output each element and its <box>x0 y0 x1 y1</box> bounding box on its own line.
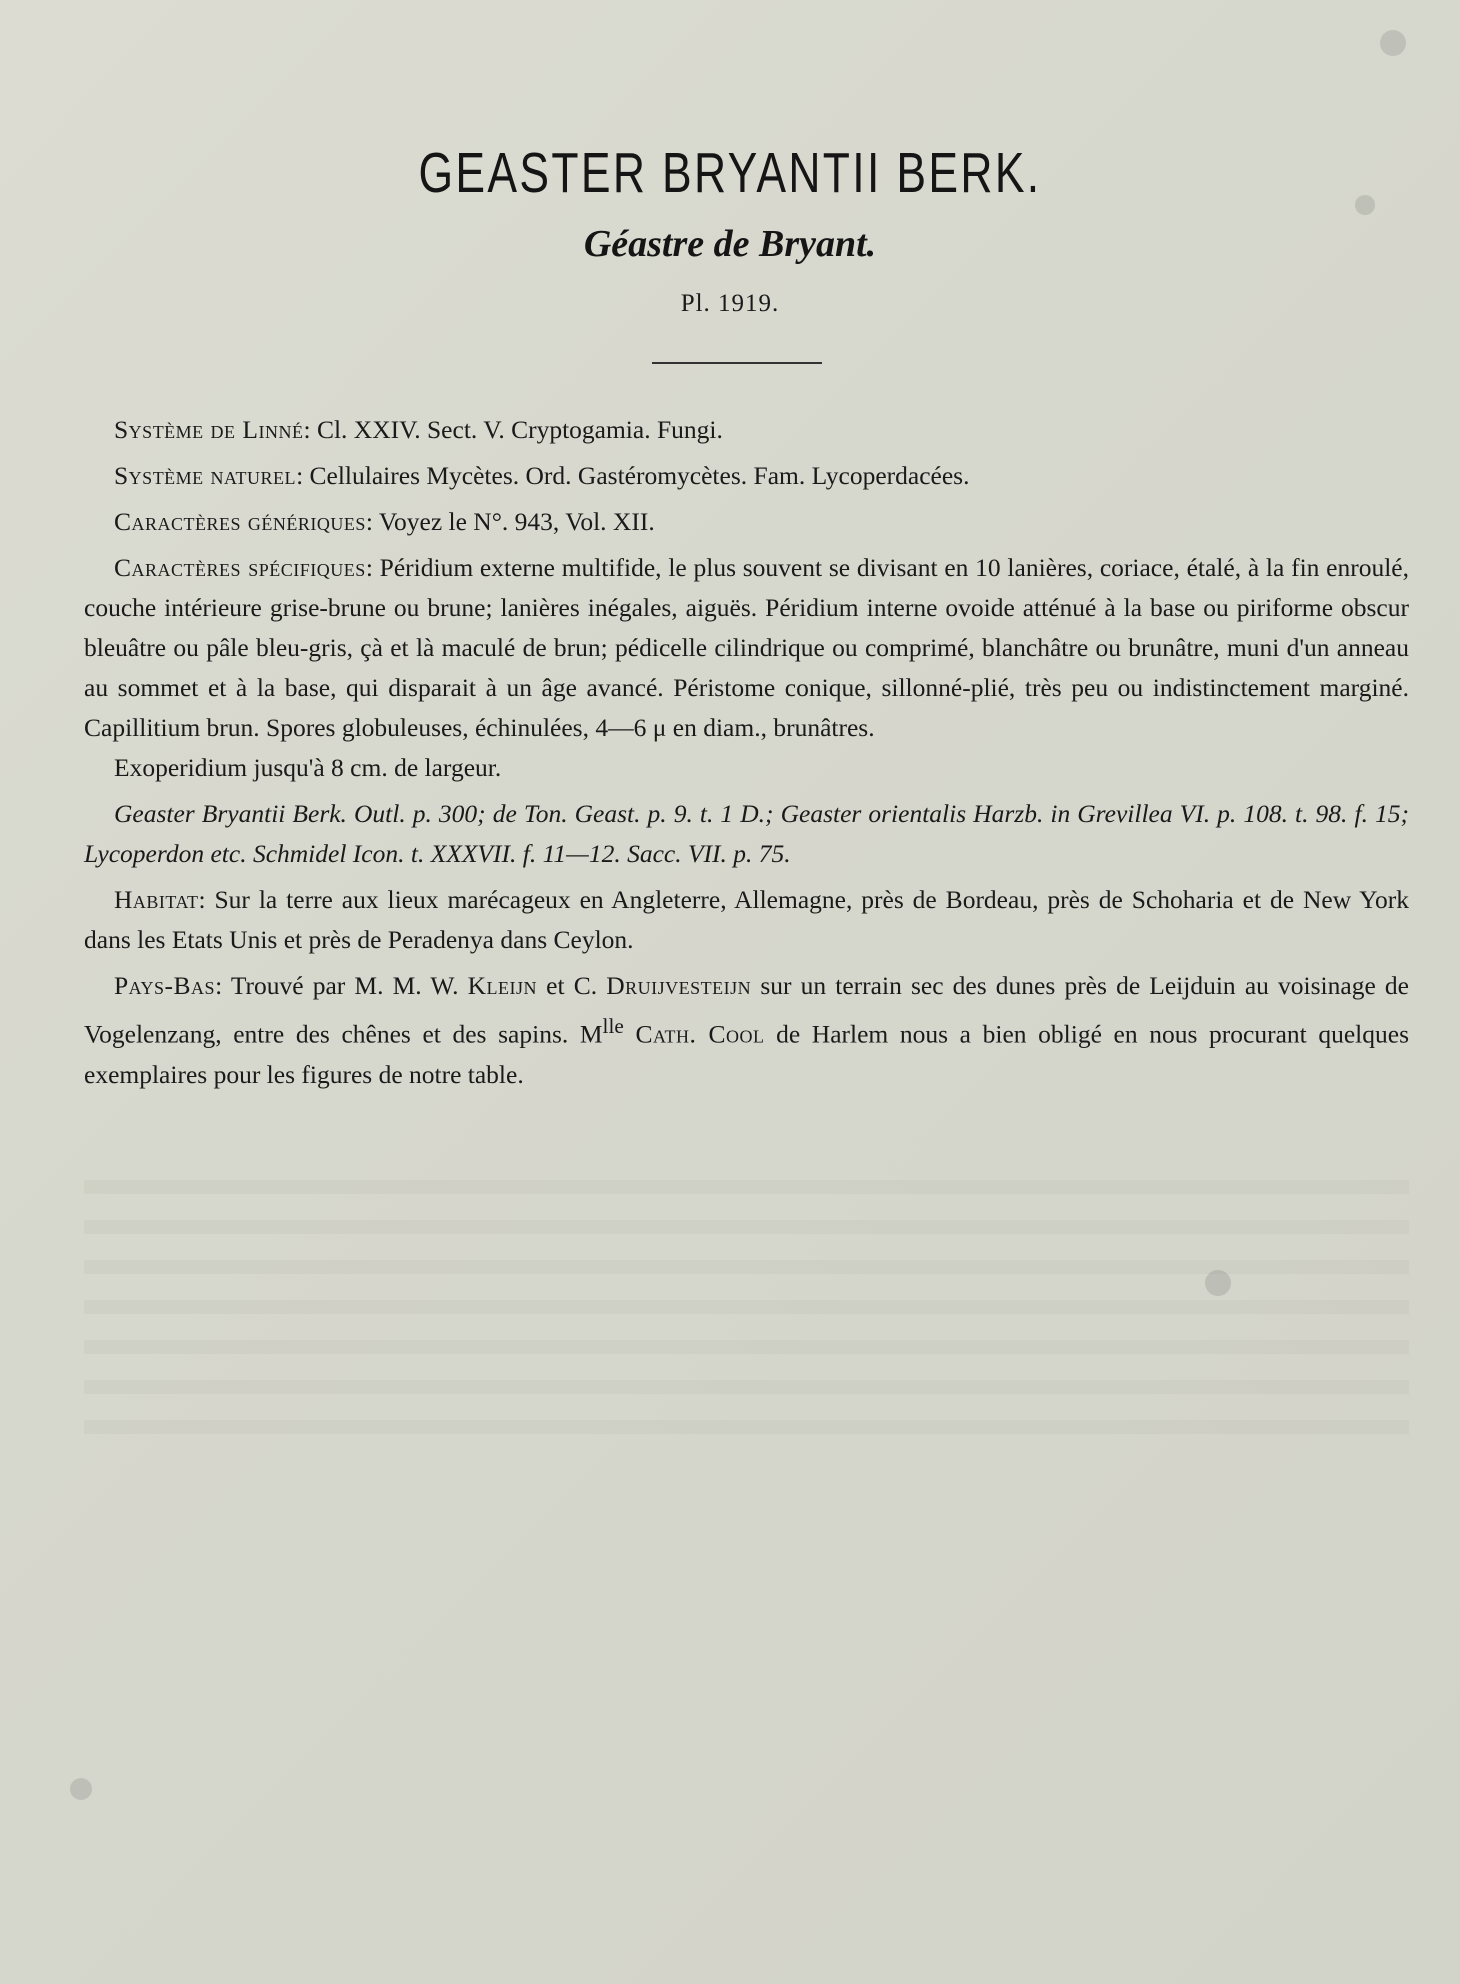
show-through-line <box>84 1340 1409 1354</box>
collector-name: Kleijn <box>467 971 538 1000</box>
plate-number: Pl. 1919. <box>680 290 780 317</box>
section-naturel <box>84 456 1409 496</box>
section-paysbas <box>84 966 1409 1095</box>
section-specifiques <box>84 548 1409 748</box>
synonymy-paragraph: Geaster Bryantii Berk. Outl. p. 300; de Ton. Geast. p. 9. t. 1 D.; Geaster orientalis Harzb. in Grevillea VI. p. 108. t. 98. f. 15; Lycoperdon etc. Schmidel Icon. t. XXXVII. f. 11—12. Sacc. VII. p. 75. <box>84 799 1409 868</box>
title-superscript: lle <box>602 1014 624 1038</box>
section-text: : Voyez le N°. 943, Vol. XII. <box>365 507 655 536</box>
section-label: Pays-Bas <box>114 971 216 1000</box>
section-label: Caractères spécifiques <box>114 553 366 582</box>
document-body <box>84 410 1409 1101</box>
show-through-line <box>84 1220 1409 1234</box>
smudge-mark <box>1380 30 1406 56</box>
section-label: Habitat <box>114 885 199 914</box>
section-text <box>624 1020 636 1049</box>
show-through-line <box>84 1180 1409 1194</box>
section-text: : Cellulaires Mycètes. Ord. Gastéromycètes. Fam. Lycoperdacées. <box>296 461 970 490</box>
section-label: Système de Linné <box>114 415 304 444</box>
show-through-line <box>84 1260 1409 1274</box>
section-linne <box>84 410 1409 450</box>
page-subtitle: Géastre de Bryant. <box>583 223 877 265</box>
page-title: GEASTER BRYANTII BERK. <box>418 141 1042 205</box>
section-text: : Cl. XXIV. Sect. V. Cryptogamia. Fungi. <box>303 415 723 444</box>
collector-name: Druijvesteijn <box>606 971 752 1000</box>
exoperidium-note: Exoperidium jusqu'à 8 cm. de largeur. <box>114 753 502 782</box>
section-text: sur un terrain sec des dunes près de Leijduin au voisinage de Vogelenzang, entre des chênes et des sapins. M <box>84 971 1409 1049</box>
section-generiques <box>84 502 1409 542</box>
show-through-line <box>84 1300 1409 1314</box>
smudge-mark <box>70 1778 92 1800</box>
smudge-mark <box>1355 195 1375 215</box>
section-habitat <box>84 880 1409 960</box>
show-through-line <box>84 1420 1409 1434</box>
section-label: Système naturel <box>114 461 297 490</box>
section-text: : Trouvé par M. M. W. <box>215 971 468 1000</box>
section-text: de Harlem nous a bien obligé en nous procurant quelques exemplaires pour les figures de notre table. <box>84 1019 1409 1089</box>
collector-name: Cath. Cool <box>635 1019 765 1049</box>
section-text: : Sur la terre aux lieux marécageux en Angleterre, Allemagne, près de Bordeau, près de Schoharia et de New York dans les Etats Unis et près de Peradenya dans Ceylon. <box>84 885 1409 954</box>
section-label: Caractères génériques <box>114 507 366 536</box>
title-rule <box>652 362 822 364</box>
section-text: : Péridium externe multifide, le plus souvent se divisant en 10 lanières, coriace, étalé, à la fin enroulé, couche intérieure grise-brune ou brune; lanières inégales, aiguës. Péridium interne ovoide atténué à la base ou piriforme obscur bleuâtre ou pâle bleu-gris, çà et là maculé de brun; pédicelle cilindrique ou comprimé, blanchâtre ou brunâtre, muni d'un anneau au sommet et à la base, qui disparait à un âge avancé. Péristome conique, sillonné-plié, très peu ou indistinctement marginé. Capillitium brun. Spores globuleuses, échinulées, 4—6 μ en diam., brunâtres. <box>84 553 1409 742</box>
section-text: et C. <box>537 971 607 1000</box>
show-through-line <box>84 1380 1409 1394</box>
